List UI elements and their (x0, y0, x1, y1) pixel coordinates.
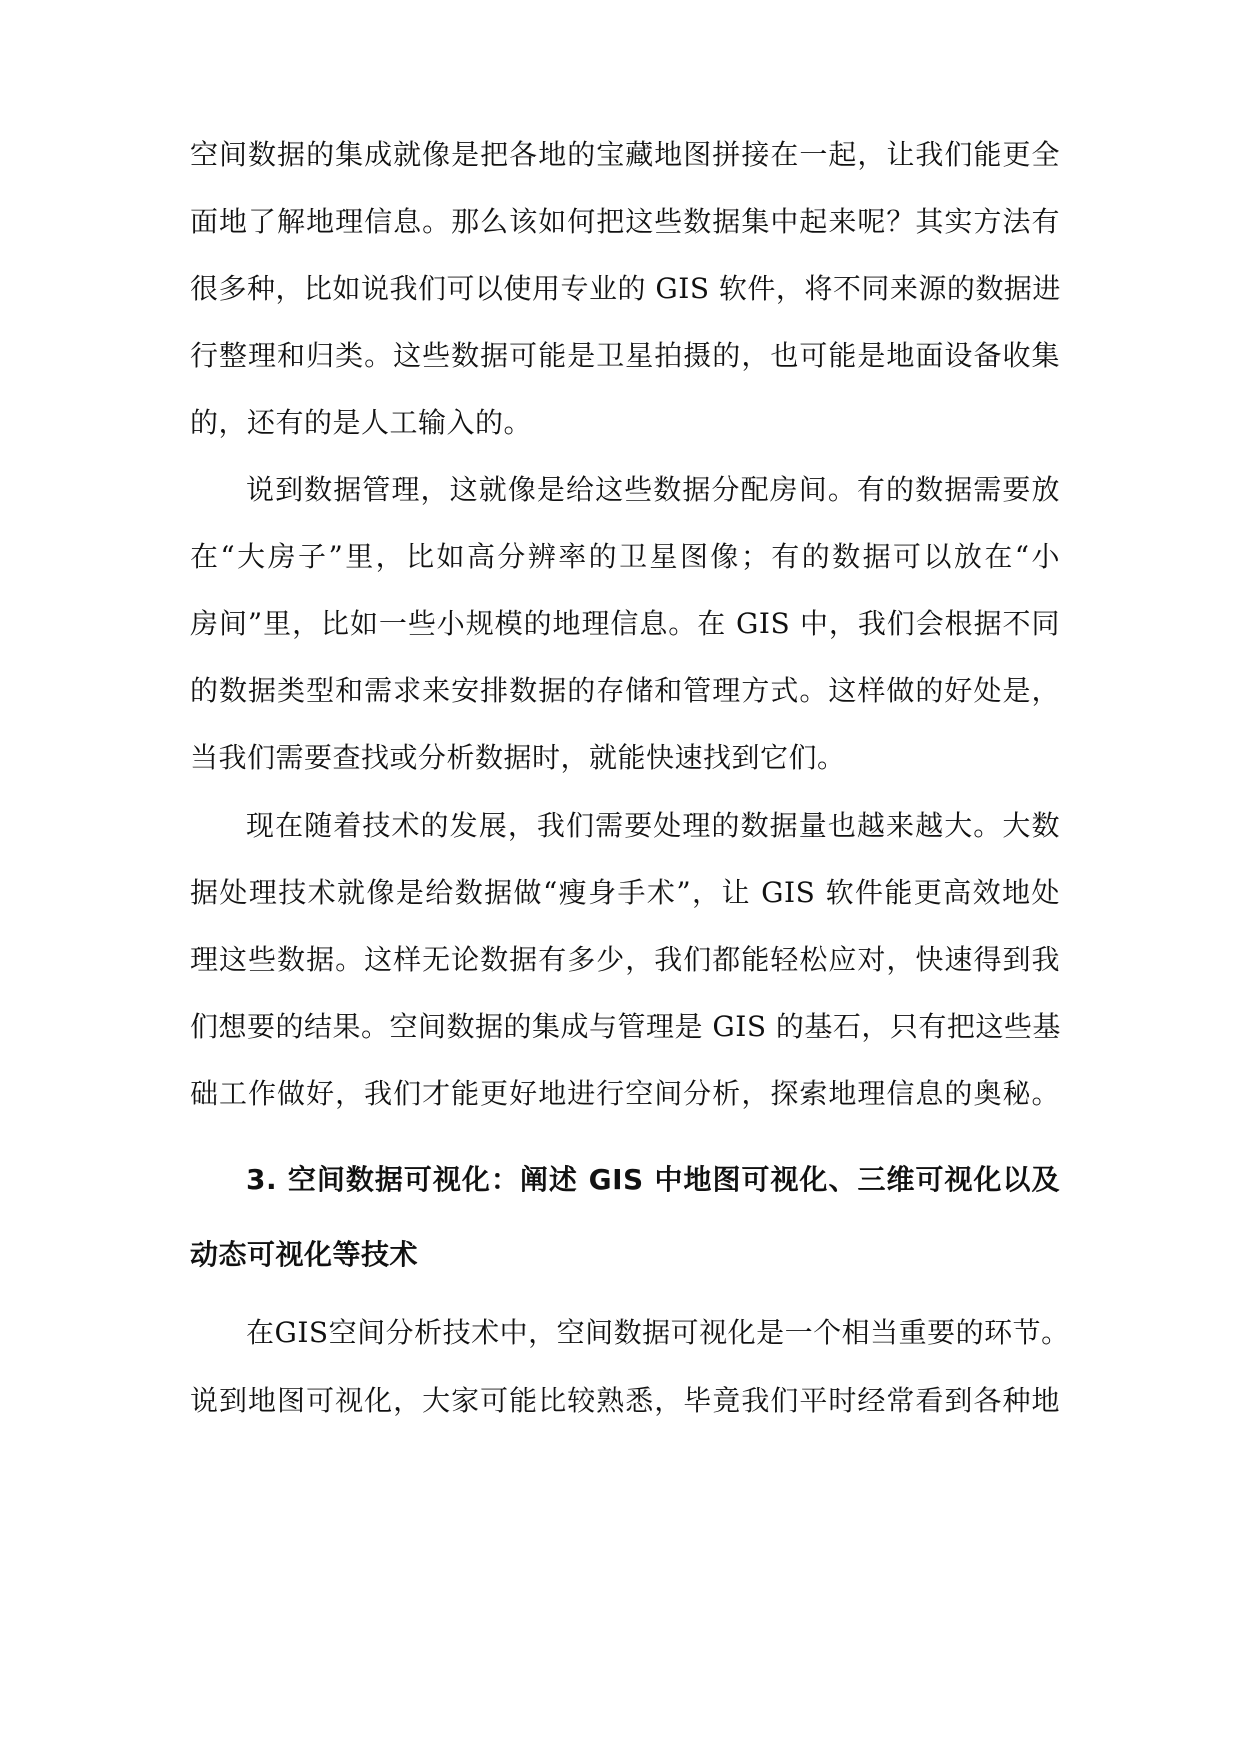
paragraph-3-line-2: 据处理技术就像是给数据做“瘦身手术”，让 GIS 软件能更高效地处 (190, 876, 1060, 909)
paragraph-4-line-1: 在GIS空间分析技术中，空间数据可视化是一个相当重要的环节。 (246, 1316, 1070, 1349)
paragraph-3-line-5: 础工作做好，我们才能更好地进行空间分析，探索地理信息的奥秘。 (190, 1077, 1060, 1110)
section-heading-3-line-2: 动态可视化等技术 (190, 1238, 419, 1271)
paragraph-2-line-2: 在“大房子”里，比如高分辨率的卫星图像；有的数据可以放在“小 (190, 540, 1060, 573)
paragraph-1-line-5: 的，还有的是人工输入的。 (190, 406, 533, 439)
paragraph-2-line-5: 当我们需要查找或分析数据时，就能快速找到它们。 (190, 741, 846, 774)
paragraph-4-line-2: 说到地图可视化，大家可能比较熟悉，毕竟我们平时经常看到各种地 (190, 1384, 1060, 1417)
paragraph-3-line-1: 现在随着技术的发展，我们需要处理的数据量也越来越大。大数 (246, 809, 1060, 842)
paragraph-1-line-2: 面地了解地理信息。那么该如何把这些数据集中起来呢？其实方法有 (190, 205, 1060, 238)
section-heading-3-line-1: 3. 空间数据可视化：阐述 GIS 中地图可视化、三维可视化以及 (246, 1163, 1060, 1196)
paragraph-3-line-4: 们想要的结果。空间数据的集成与管理是 GIS 的基石，只有把这些基 (190, 1010, 1061, 1043)
paragraph-1-line-4: 行整理和归类。这些数据可能是卫星拍摄的，也可能是地面设备收集 (190, 339, 1060, 372)
paragraph-1-line-3: 很多种，比如说我们可以使用专业的 GIS 软件，将不同来源的数据进 (190, 272, 1061, 305)
paragraph-2-line-1: 说到数据管理，这就像是给这些数据分配房间。有的数据需要放 (246, 473, 1060, 506)
paragraph-2-line-4: 的数据类型和需求来安排数据的存储和管理方式。这样做的好处是， (190, 674, 1060, 707)
paragraph-2-line-3: 房间”里，比如一些小规模的地理信息。在 GIS 中，我们会根据不同 (190, 607, 1060, 640)
paragraph-3-line-3: 理这些数据。这样无论数据有多少，我们都能轻松应对，快速得到我 (190, 943, 1060, 976)
paragraph-1-line-1: 空间数据的集成就像是把各地的宝藏地图拼接在一起，让我们能更全 (190, 138, 1060, 171)
